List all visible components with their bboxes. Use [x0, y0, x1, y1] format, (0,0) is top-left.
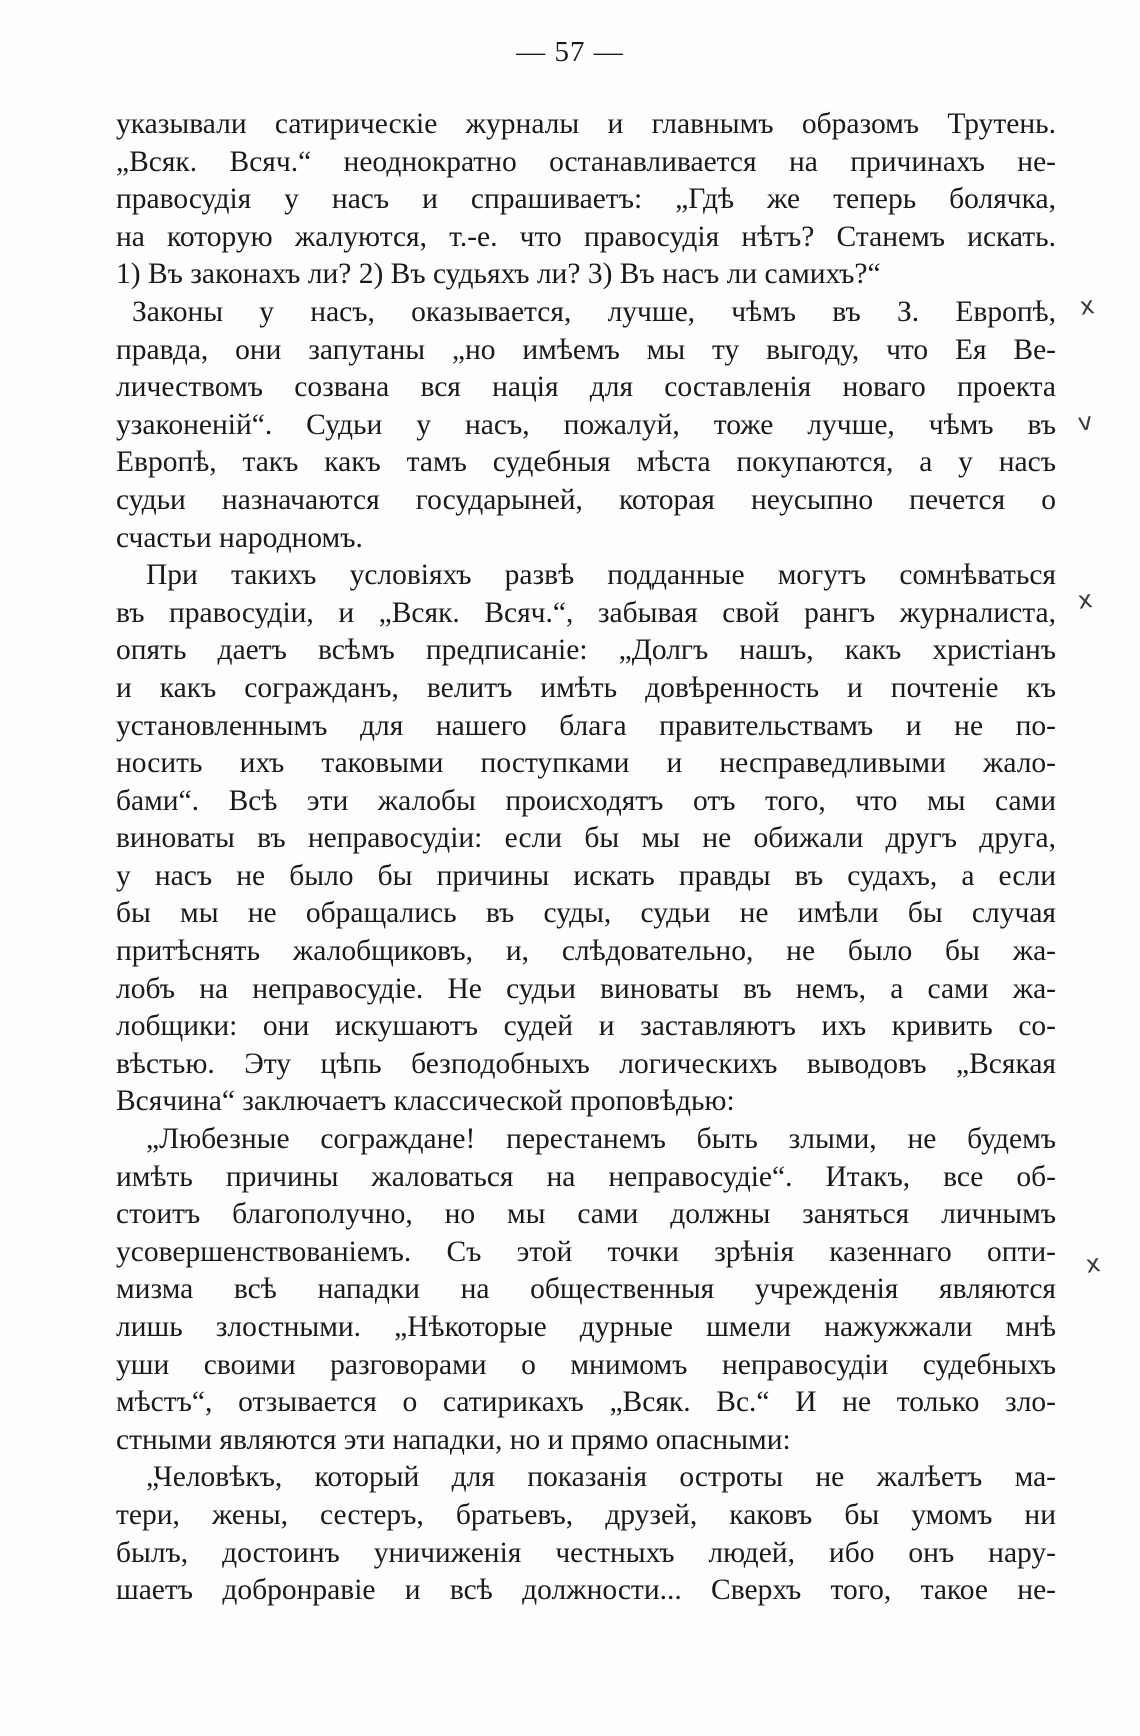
text-line: притѣснять жалобщиковъ, и, слѣдовательно, не было бы жа- [116, 935, 1056, 968]
text-line: носить ихъ таковыми поступками и несправедливыми жало- [116, 747, 1056, 780]
text-line: вѣстью. Эту цѣпь безподобныхъ логическихъ выводовъ „Всякая [116, 1047, 1056, 1080]
text-line: узаконеній“. Судьи у насъ, пожалуй, тоже лучше, чѣмъ въ [116, 408, 1056, 441]
text-line: виноваты въ неправосудіи: если бы мы не обижали другъ друга, [116, 822, 1056, 855]
text-line: имѣть причины жаловаться на неправосудіе“. Итакъ, все об- [116, 1160, 1056, 1193]
text-line: стными являются эти нападки, но и прямо опасными: [116, 1423, 791, 1456]
text-line: былъ, достоинъ уничиженія честныхъ людей, ибо онъ нару- [116, 1536, 1056, 1569]
text-line: на которую жалуются, т.-е. что правосудія нѣтъ? Станемъ искать. [116, 220, 1056, 253]
text-line: опять даетъ всѣмъ предписаніе: „Долгъ нашъ, какъ христіанъ [116, 634, 1056, 667]
text-line: мизма всѣ нападки на общественныя учрежденія являются [116, 1273, 1056, 1306]
text-line: счастьи народномъ. [116, 521, 363, 554]
text-line: у насъ не было бы причины искать правды въ судахъ, а если [116, 859, 1056, 892]
text-line: При такихъ условіяхъ развѣ подданные могутъ сомнѣваться [146, 559, 1056, 592]
text-line: шаетъ добронравіе и всѣ должности... Сверхъ того, такое не- [116, 1574, 1056, 1607]
text-line: уши своими разговорами о мнимомъ неправосудіи судебныхъ [116, 1348, 1056, 1381]
text-line: бы мы не обращались въ суды, судьи не имѣли бы случая [116, 897, 1056, 930]
text-line: правда, они запутаны „но имѣемъ мы ту выгоду, что Ея Ве- [116, 333, 1056, 366]
page-number: — 57 — [516, 36, 624, 68]
margin-annotation-mark: x [1078, 291, 1097, 321]
text-line: лобщики: они искушаютъ судей и заставляютъ ихъ кривить со- [116, 1010, 1056, 1043]
text-line: усовершенствованіемъ. Съ этой точки зрѣнія казеннаго опти- [116, 1235, 1056, 1268]
text-line: лобъ на неправосудіе. Не судьи виноваты въ немъ, а сами жа- [116, 972, 1056, 1005]
text-line: Всячина“ заключаетъ классической проповѣдью: [116, 1085, 735, 1118]
text-line: мѣстъ“, отзывается о сатирикахъ „Всяк. Вс.“ И не только зло- [116, 1386, 1056, 1419]
body-text [116, 106, 1056, 1610]
text-line: судьи назначаются государыней, которая неусыпно печется о [116, 483, 1056, 516]
text-line: правосудія у насъ и спрашиваетъ: „Гдѣ же теперь болячка, [116, 183, 1056, 216]
text-line: „Человѣкъ, который для показанія остроты не жалѣетъ ма- [146, 1461, 1056, 1494]
text-line: бами“. Всѣ эти жалобы происходятъ отъ того, что мы сами [116, 784, 1056, 817]
text-line: „Любезные сограждане! перестанемъ быть злыми, не будемъ [146, 1123, 1056, 1156]
text-line: 1) Въ законахъ ли? 2) Въ судьяхъ ли? 3) Въ насъ ли самихъ?“ [116, 258, 881, 291]
text-line: въ правосудіи, и „Всяк. Всяч.“, забывая свой рангъ журналиста, [116, 596, 1056, 629]
margin-annotation-mark: x [1076, 585, 1095, 615]
margin-annotation-mark: x [1084, 1249, 1103, 1279]
text-line: Европѣ, такъ какъ тамъ судебныя мѣста покупаются, а у насъ [116, 446, 1056, 479]
text-line: Законы у насъ, оказывается, лучше, чѣмъ въ З. Европѣ, [132, 295, 1056, 328]
text-line: „Всяк. Всяч.“ неоднократно останавливается на причинахъ не- [116, 145, 1056, 178]
text-line: установленнымъ для нашего блага правительствамъ и не по- [116, 709, 1056, 742]
text-line: указывали сатирическіе журналы и главнымъ образомъ Трутень. [116, 108, 1056, 140]
text-line: тери, жены, сестеръ, братьевъ, друзей, каковъ бы умомъ ни [116, 1498, 1056, 1531]
margin-annotation-mark: v [1076, 407, 1095, 437]
text-line: стоитъ благополучно, но мы сами должны заняться личнымъ [116, 1198, 1056, 1231]
text-line: лишь злостными. „Нѣкоторые дурные шмели нажужжали мнѣ [116, 1311, 1056, 1343]
text-line: личествомъ созвана вся нація для составленія новаго проекта [116, 371, 1056, 404]
text-line: и какъ согражданъ, велитъ имѣть довѣренность и почтеніе къ [116, 671, 1056, 704]
